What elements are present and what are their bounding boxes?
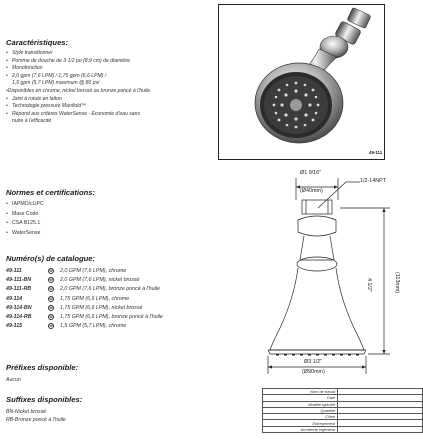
caracteristique-item: • Technologie pressure Manifold™ [6,103,254,111]
catalogue-description: 1,5 GPM (5,7 LPM), chrome [60,323,127,330]
catalogue-description: 2,0 GPM (7,6 LPM), nickel brossé [60,276,140,283]
catalogue-row [6,266,163,275]
product-photo-frame [218,4,385,160]
info-label: Architecte Ingénieur [263,426,338,432]
norme-item: • WaterSense [6,229,44,239]
catalogue-table [6,266,163,331]
caracteristique-item: • 2,0 gpm (7,6 LPM) / 1,75 gpm (6,6 LPM) / [6,73,254,81]
info-label: Client [263,414,338,420]
caracteristique-item: 1,5 gpm (5,7 LPM) maximum @ 80 psi [12,80,100,87]
catalogue-row [6,322,163,331]
norme-item: • IAPMO/cUPC [6,200,44,210]
prefixes-value: Aucun [6,377,21,383]
bottom-diameter-mm-label: (Ø90mm) [302,369,325,375]
info-label: Nom de travail [263,389,338,395]
normes-list [6,200,44,238]
catalogue-description: 1,75 GPM (6,6 LPM), nickel brossé [60,304,143,311]
norme-item: • CSA B125.1 [6,219,44,229]
thread-label: 1/2-14NPT [360,178,387,184]
catalogue-description: 1,75 GPM (6,6 LPM), bronze poncé à l'huile [60,314,163,321]
caracteristique-item: • Style transitionnel [6,50,254,58]
suffix-item: BN-Nickel brossé [6,409,47,415]
info-value-field[interactable] [338,426,423,432]
caracteristique-item: • Pomme de douche de 3 1/2 po (8,9 cm) de diamètre [6,58,254,66]
caracteristique-item: •Disponibles en chrome, nickel brossé ou bronze poncé à l'huile [6,87,151,94]
suffix-item: RB-Bronze poncé à l'huile [6,416,66,423]
drawing-lines [248,168,418,386]
caracteristique-item: • Monofonction [6,65,254,73]
catalogue-code: 49-111-RB [6,286,32,293]
top-diameter-label: Ø1 9/16" [300,170,322,176]
info-label: Date [263,395,338,401]
watersense-icon-cell [48,266,60,275]
catalogue-description: 2,0 GPM (7,6 LPM), bronze poncé à l'huile [60,286,160,293]
catalogue-code: 49-114-BN [6,304,32,311]
catalogue-code: 49-114-RB [6,314,32,321]
technical-drawing [248,168,418,386]
watersense-icon-cell [48,285,60,294]
norme-item: • Mass Code [6,210,44,220]
watersense-icon-cell [48,322,60,331]
info-label: Entrepreneur [263,420,338,426]
watersense-icon-cell [48,312,60,321]
suffixes-list [6,409,66,424]
watersense-icon: W [49,296,53,301]
caracteristique-item: • Répond aux critères WaterSense · Économie d'eau sans [6,111,254,119]
normes-heading: Normes et certifications: [6,188,96,197]
bottom-diameter-label: Ø3 1/2" [304,359,323,365]
watersense-icon: W [49,305,53,310]
showerhead-image [219,5,384,159]
photo-model-code: 49-111 [369,150,383,155]
catalogue-row [6,303,163,312]
watersense-icon: W [49,268,53,273]
watersense-icon-cell [48,303,60,312]
watersense-icon-cell [48,275,60,284]
catalogue-row [6,294,163,303]
watersense-icon-cell [48,294,60,303]
catalogue-row [6,312,163,321]
watersense-icon: W [49,277,53,282]
catalogue-row [6,285,163,294]
catalogue-row [6,275,163,284]
info-row [263,426,423,432]
caracteristique-item: nuire à l'efficacité [12,118,52,125]
project-info-table [262,388,423,433]
info-label: Quantité [263,407,338,413]
info-label: Modèle spécifié [263,401,338,407]
catalogue-code: 49-111 [6,267,22,274]
watersense-icon: W [49,287,53,292]
catalogue-description: 2,0 GPM (7,6 LPM), chrome [60,267,127,274]
catalogue-description: 1,75 GPM (6,6 LPM), chrome [60,295,130,302]
prefixes-heading: Préfixes disponible: [6,363,79,372]
top-diameter-mm-label: (Ø40mm) [300,188,323,194]
height-mm-label: (113mm) [394,272,400,294]
caracteristiques-list [6,50,254,126]
catalogue-code: 49-111-BN [6,276,32,283]
suffixes-heading: Suffixes disponibles: [6,395,83,404]
catalogue-code: 49-115 [6,323,23,330]
watersense-icon: W [49,324,53,329]
caracteristiques-section [6,38,254,126]
catalogue-heading: Numéro(s) de catalogue: [6,254,96,263]
caracteristiques-heading: Caractéristiques: [6,38,69,47]
watersense-icon: W [49,315,53,320]
height-label: 4 1/2" [366,278,372,292]
caracteristique-item: • Joint à rotule en laiton [6,96,254,104]
catalogue-code: 49-114 [6,295,23,302]
